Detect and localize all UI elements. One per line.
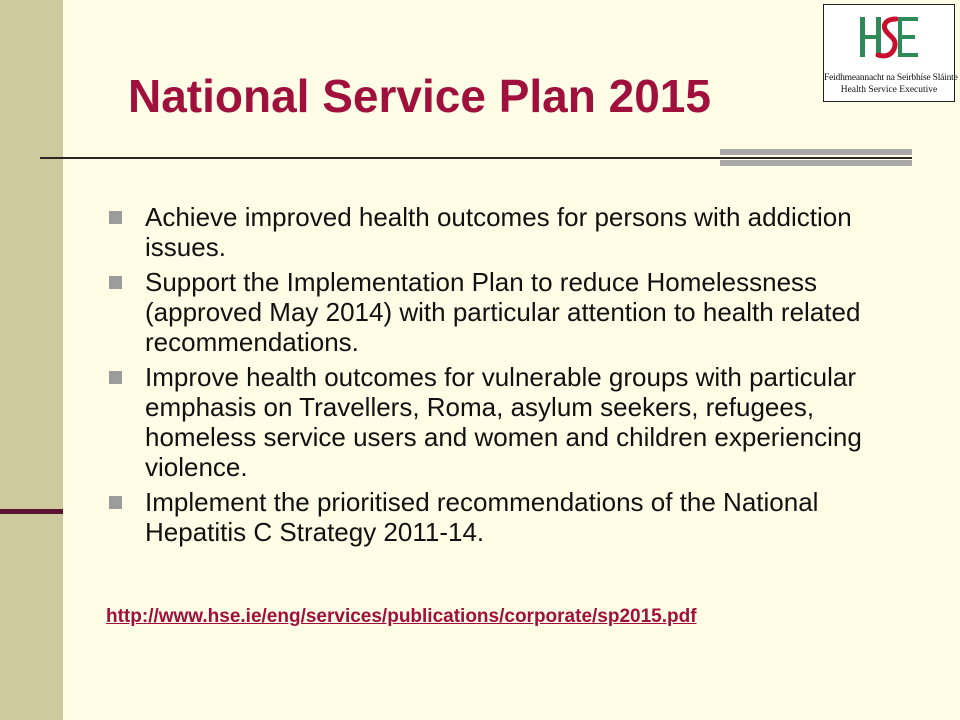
- bullet-text: Implement the prioritised recommendations of the National Hepatitis C Strategy 2011-14.: [145, 487, 819, 547]
- side-band: [0, 0, 63, 720]
- logo-irish-text: Feidhmeannacht na Seirbhíse Sláinte: [824, 73, 958, 83]
- logo-english-text: Health Service Executive: [840, 85, 938, 95]
- bullet-item: [106, 362, 866, 482]
- bullet-item: [106, 267, 866, 357]
- side-accent-bar: [0, 509, 63, 514]
- bullet-text: Support the Implementation Plan to reduce Homelessness (approved May 2014) with particular attention to health related recommendations.: [145, 267, 861, 357]
- bullet-list: [106, 202, 866, 552]
- title-rule: [40, 157, 912, 159]
- hse-logo-mark: [858, 11, 922, 69]
- bullet-item: [106, 202, 866, 262]
- square-bullet-icon: [109, 211, 122, 224]
- bullet-text: Achieve improved health outcomes for persons with addiction issues.: [145, 202, 852, 262]
- bullet-item: [106, 487, 866, 547]
- slide-title: National Service Plan 2015: [128, 70, 711, 122]
- square-bullet-icon: [109, 276, 122, 289]
- hse-logo: [823, 4, 958, 102]
- square-bullet-icon: [109, 496, 122, 509]
- square-bullet-icon: [109, 371, 122, 384]
- bullet-text: Improve health outcomes for vulnerable groups with particular emphasis on Travellers, Roma, asylum seekers, refugees, homeless service users and women and children experiencing violence.: [145, 362, 862, 482]
- title-rule-grey-top: [720, 149, 912, 155]
- title-rule-grey-bottom: [720, 160, 912, 166]
- service-plan-link[interactable]: http://www.hse.ie/eng/services/publications/corporate/sp2015.pdf: [106, 606, 697, 627]
